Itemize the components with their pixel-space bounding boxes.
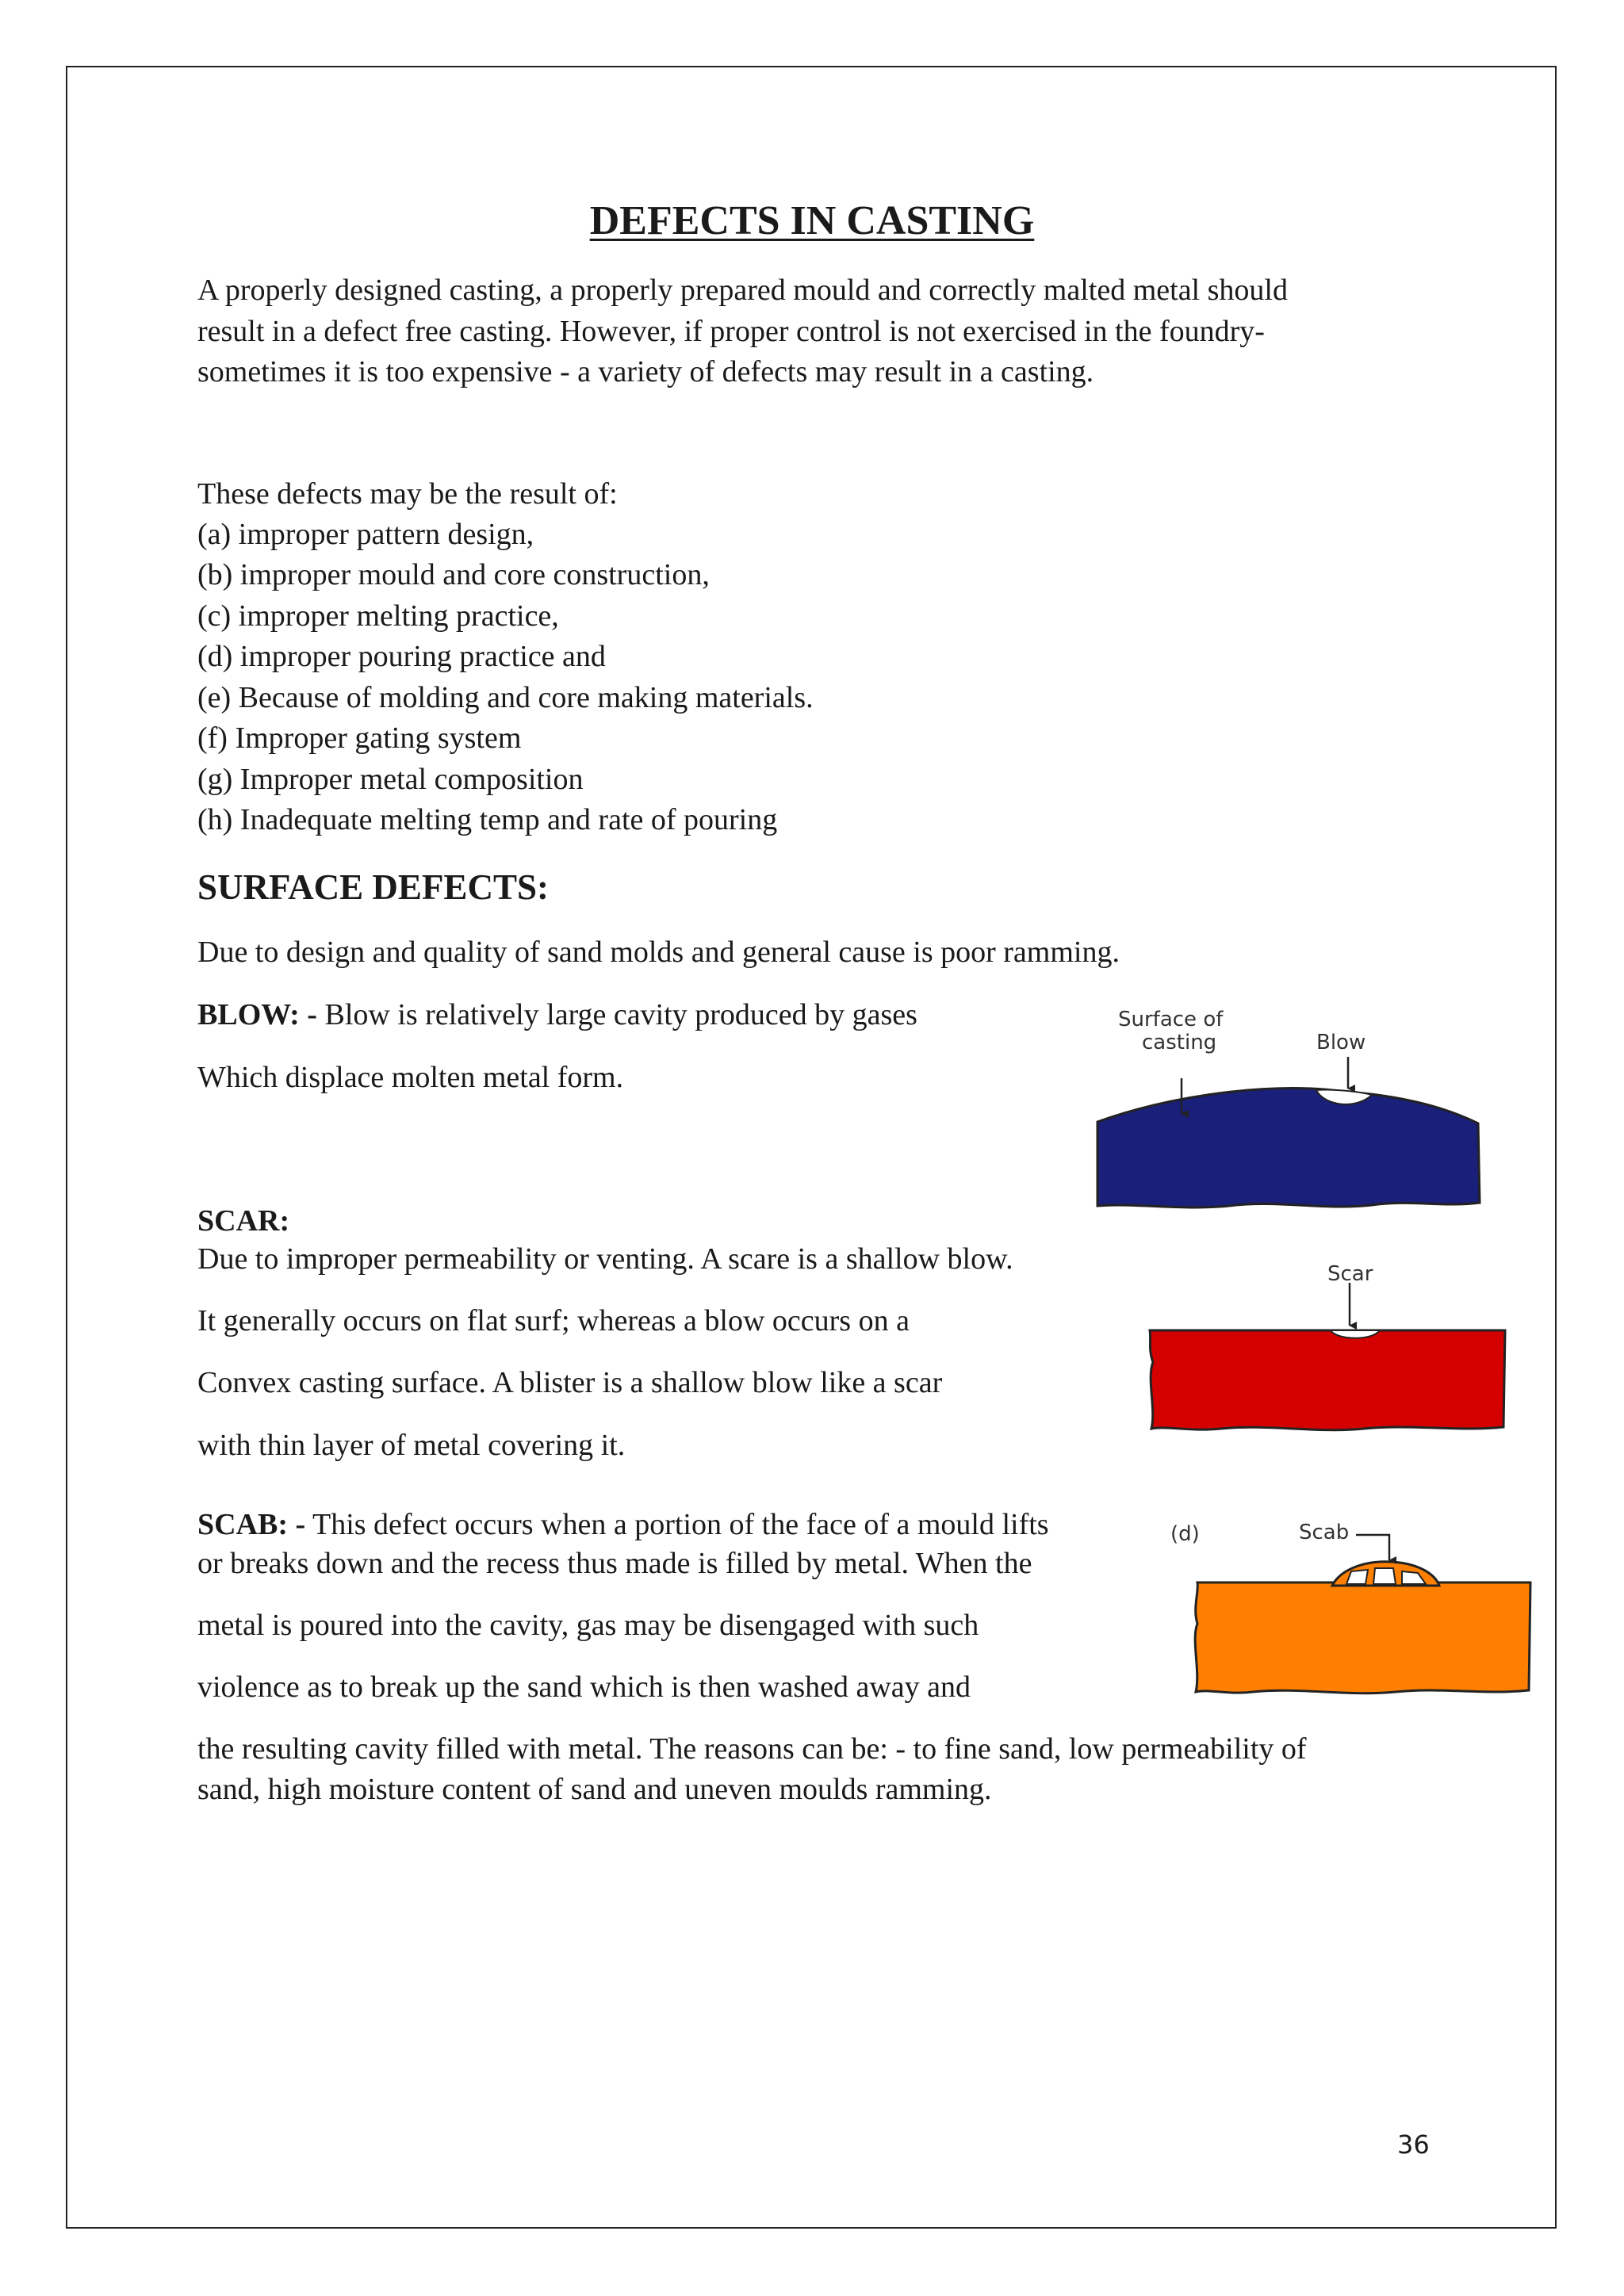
scab-line: or breaks down and the recess thus made is filled by metal. When the bbox=[197, 1547, 1032, 1580]
scab-cavity bbox=[1373, 1568, 1396, 1584]
cause-item: (e) Because of molding and core making materials. bbox=[197, 681, 814, 714]
scar-line: Due to improper permeability or venting. A scare is a shallow blow. bbox=[197, 1242, 1013, 1276]
scar-label: Scar bbox=[1327, 1262, 1373, 1286]
scab-figure bbox=[1166, 1513, 1538, 1703]
page-number: 36 bbox=[1397, 2130, 1430, 2160]
scab-label: Scab bbox=[1299, 1521, 1350, 1544]
scar-line: Convex casting surface. A blister is a shallow blow like a scar bbox=[197, 1366, 943, 1399]
cause-item: (d) improper pouring practice and bbox=[197, 640, 606, 673]
intro-line-1: A properly designed casting, a properly prepared mould and correctly malted metal should bbox=[197, 274, 1288, 307]
scar-line: with thin layer of metal covering it. bbox=[197, 1429, 626, 1462]
cause-item: (h) Inadequate melting temp and rate of pouring bbox=[197, 803, 778, 836]
blow-surface-label-1: Surface of bbox=[1118, 1008, 1224, 1031]
blow-surface-label-2: casting bbox=[1142, 1031, 1217, 1054]
cause-item: (g) Improper metal composition bbox=[197, 763, 584, 796]
scab-definition: This defect occurs when a portion of the face of a mould lifts bbox=[305, 1508, 1049, 1541]
cause-item: (b) improper mould and core construction, bbox=[197, 558, 710, 591]
scar-casting-body bbox=[1150, 1330, 1505, 1430]
scar-line: It generally occurs on flat surf; whereas a blow occurs on a bbox=[197, 1304, 910, 1337]
scab-line: violence as to break up the sand which is then washed away and bbox=[197, 1670, 971, 1704]
intro-line-3: sometimes it is too expensive - a variety of defects may result in a casting. bbox=[197, 355, 1094, 388]
scab-panel-label: (d) bbox=[1170, 1522, 1200, 1546]
blow-casting-body bbox=[1097, 1089, 1480, 1207]
surface-defects-text: Due to design and quality of sand molds and general cause is poor ramming. bbox=[197, 936, 1120, 969]
page-title: DEFECTS IN CASTING bbox=[589, 198, 1035, 243]
scab-line: metal is poured into the cavity, gas may be disengaged with such bbox=[197, 1609, 979, 1642]
scar-term bbox=[197, 1200, 289, 1242]
blow-definition: Blow is relatively large cavity produced by gases bbox=[316, 998, 917, 1031]
intro-line-2: result in a defect free casting. However, if proper control is not exercised in the foundry- bbox=[197, 315, 1265, 348]
scab-line: sand, high moisture content of sand and uneven moulds ramming. bbox=[197, 1773, 992, 1806]
cause-item: (c) improper melting practice, bbox=[197, 599, 559, 633]
cause-item: (a) improper pattern design, bbox=[197, 518, 534, 551]
blow-figure bbox=[1086, 1003, 1499, 1213]
causes-heading: These defects may be the result of: bbox=[197, 477, 618, 511]
scab-term: SCAB: - bbox=[197, 1508, 306, 1541]
blow-label: Blow bbox=[1316, 1031, 1366, 1054]
scar-term-text: SCAR: bbox=[197, 1204, 290, 1238]
blow-line-1 bbox=[197, 994, 917, 1035]
blow-term: BLOW: - bbox=[197, 998, 317, 1031]
scab-line-1 bbox=[197, 1504, 1049, 1545]
scab-line: the resulting cavity filled with metal. The reasons can be: - to fine sand, low permeability of bbox=[197, 1732, 1307, 1766]
blow-line-2: Which displace molten metal form. bbox=[197, 1061, 624, 1094]
scab-casting-body bbox=[1195, 1582, 1530, 1693]
surface-defects-heading: SURFACE DEFECTS: bbox=[197, 867, 549, 907]
scar-figure bbox=[1142, 1259, 1515, 1437]
cause-item: (f) Improper gating system bbox=[197, 721, 522, 755]
